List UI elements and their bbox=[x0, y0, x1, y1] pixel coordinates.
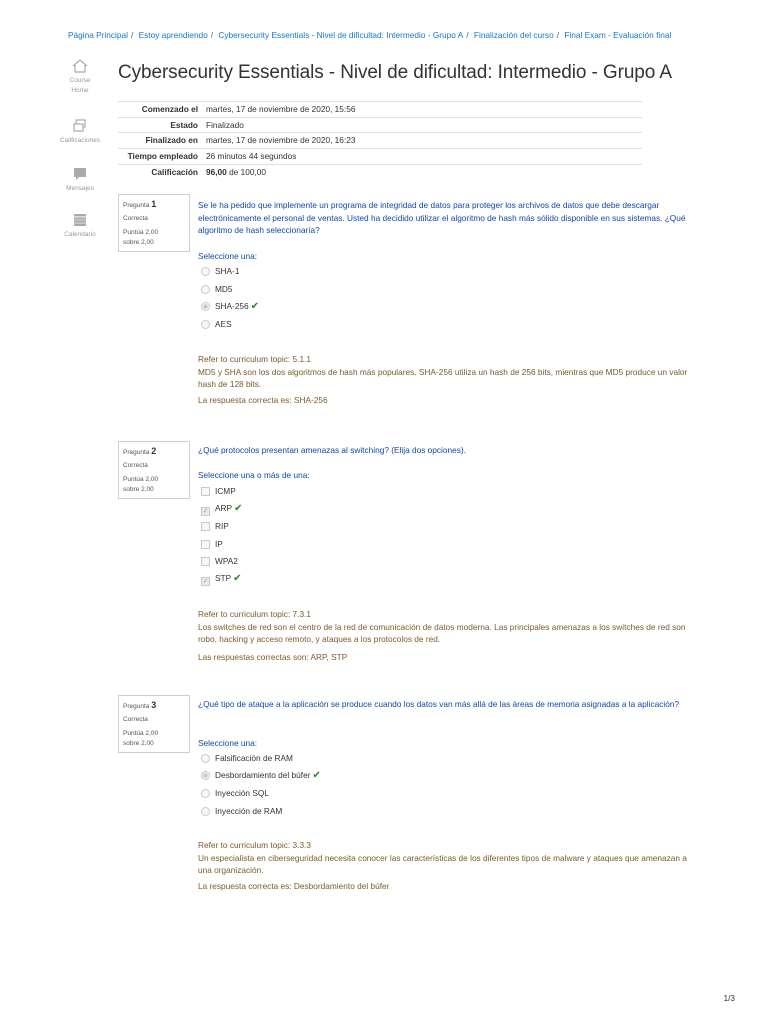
answer-option[interactable] bbox=[201, 573, 242, 586]
radio-button[interactable] bbox=[201, 754, 210, 763]
answer-option[interactable] bbox=[201, 770, 321, 781]
option-label: MD5 bbox=[215, 284, 233, 294]
summary-row bbox=[118, 133, 642, 149]
breadcrumb-section-link[interactable]: Finalización del curso bbox=[473, 30, 554, 40]
radio-button[interactable] bbox=[201, 320, 210, 329]
sidebar-item-course-home[interactable] bbox=[56, 58, 104, 96]
sidebar-item-messages[interactable] bbox=[56, 166, 104, 194]
checkbox[interactable] bbox=[201, 507, 210, 516]
answer-option[interactable] bbox=[201, 753, 293, 763]
question-number-value: 3 bbox=[151, 700, 157, 710]
option-label: AES bbox=[215, 319, 232, 329]
calendar-icon bbox=[71, 212, 89, 228]
checkbox[interactable] bbox=[201, 577, 210, 586]
question-points bbox=[123, 729, 185, 749]
home-icon bbox=[71, 58, 89, 74]
option-label: Inyección SQL bbox=[215, 788, 269, 798]
breadcrumb-home-link[interactable]: Página Principal bbox=[68, 30, 128, 40]
points-line: sobre 2,00 bbox=[123, 740, 154, 747]
answer-option[interactable] bbox=[201, 806, 282, 816]
summary-row bbox=[118, 102, 642, 118]
question-status: Correcta bbox=[123, 215, 148, 222]
radio-button[interactable] bbox=[201, 771, 210, 780]
summary-value: martes, 17 de noviembre de 2020, 15:56 bbox=[202, 102, 642, 118]
answer-option[interactable] bbox=[201, 788, 269, 798]
checkbox[interactable] bbox=[201, 540, 210, 549]
breadcrumb-course-link[interactable]: Cybersecurity Essentials - Nivel de dificultad: Intermedio - Grupo A bbox=[218, 30, 464, 40]
radio-button[interactable] bbox=[201, 285, 210, 294]
answer-option[interactable] bbox=[201, 539, 223, 549]
answer-prompt: Seleccione una: bbox=[198, 738, 258, 748]
feedback-block bbox=[198, 608, 688, 646]
feedback-topic: Refer to curriculum topic: 5.1.1 bbox=[198, 354, 311, 364]
grade-max: de 100,00 bbox=[226, 166, 266, 177]
correct-check-icon: ✔ bbox=[250, 301, 260, 312]
grade-value: 96,00 bbox=[206, 166, 227, 177]
sidebar-item-label: Calendario bbox=[64, 231, 96, 238]
option-label: SHA-256 bbox=[215, 301, 249, 311]
page-title: Cybersecurity Essentials - Nivel de dificultad: Intermedio - Grupo A bbox=[118, 62, 672, 83]
option-label: ARP bbox=[215, 503, 233, 513]
points-line: Puntúa 2,00 bbox=[123, 730, 159, 737]
feedback-text: Un especialista en ciberseguridad necesita conocer las características de los diferentes tipos de malware y ataques que amenazan a una organización. bbox=[198, 852, 687, 875]
question-number-label: Pregunta bbox=[123, 449, 150, 456]
points-line: Puntúa 2,00 bbox=[123, 229, 159, 236]
right-answer: La respuesta correcta es: Desbordamiento del búfer bbox=[198, 881, 390, 891]
feedback-block bbox=[198, 839, 688, 877]
correct-check-icon: ✔ bbox=[233, 573, 242, 584]
checkbox[interactable] bbox=[201, 522, 210, 531]
summary-key: Finalizado en bbox=[118, 133, 202, 149]
right-answer: La respuesta correcta es: SHA-256 bbox=[198, 395, 328, 405]
question-number-label: Pregunta bbox=[123, 202, 150, 209]
breadcrumb-exam-link[interactable]: Final Exam - Evaluación final bbox=[564, 30, 672, 40]
question-status: Correcta bbox=[123, 716, 148, 723]
summary-key: Tiempo empleado bbox=[118, 149, 202, 165]
summary-key: Calificación bbox=[118, 164, 202, 179]
answer-option[interactable] bbox=[201, 556, 238, 566]
points-line: sobre 2,00 bbox=[123, 486, 154, 493]
answer-option[interactable] bbox=[201, 521, 229, 531]
question-number bbox=[123, 199, 185, 209]
summary-key: Estado bbox=[118, 117, 202, 133]
radio-button[interactable] bbox=[201, 302, 210, 311]
option-label: IP bbox=[215, 539, 223, 549]
checkbox[interactable] bbox=[201, 557, 210, 566]
option-label: ICMP bbox=[215, 486, 236, 496]
answer-option[interactable] bbox=[201, 284, 233, 294]
feedback-topic: Refer to curriculum topic: 7.3.1 bbox=[198, 609, 311, 619]
breadcrumb-separator: / bbox=[130, 30, 134, 40]
breadcrumb-learning-link[interactable]: Estoy aprendiendo bbox=[138, 30, 208, 40]
attempt-summary-table bbox=[118, 101, 642, 180]
summary-row bbox=[118, 117, 642, 133]
summary-key: Comenzado el bbox=[118, 102, 202, 118]
question-number-value: 2 bbox=[151, 446, 157, 456]
feedback-text: Los switches de red son el centro de la red de comunicación de datos moderna. Las principales amenazas a los switches de red son robo, hacking y acceso remoto, y ataques a los protocolos de red. bbox=[198, 621, 686, 644]
radio-button[interactable] bbox=[201, 789, 210, 798]
messages-icon bbox=[71, 166, 89, 182]
points-line: sobre 2,00 bbox=[123, 239, 154, 246]
question-points bbox=[123, 475, 185, 495]
page-number: 1/3 bbox=[723, 993, 735, 1003]
option-label: Desbordamiento del búfer bbox=[215, 770, 311, 780]
question-info-box bbox=[118, 441, 190, 499]
feedback-topic: Refer to curriculum topic: 3.3.3 bbox=[198, 840, 311, 850]
grades-icon bbox=[71, 118, 89, 134]
summary-value: Finalizado bbox=[202, 117, 642, 133]
answer-option[interactable] bbox=[201, 486, 236, 496]
points-line: Puntúa 2,00 bbox=[123, 476, 159, 483]
checkbox[interactable] bbox=[201, 487, 210, 496]
summary-value bbox=[202, 164, 642, 179]
summary-value: martes, 17 de noviembre de 2020, 16:23 bbox=[202, 133, 642, 149]
option-label: RIP bbox=[215, 521, 229, 531]
summary-row bbox=[118, 164, 642, 179]
sidebar-item-label: Calificaciones bbox=[59, 137, 101, 144]
question-number-value: 1 bbox=[151, 199, 157, 209]
right-answer: Las respuestas correctas son: ARP, STP bbox=[198, 652, 348, 662]
answer-option[interactable] bbox=[201, 266, 239, 276]
answer-option[interactable] bbox=[201, 301, 259, 312]
question-text: Se le ha pedido que implemente un programa de integridad de datos para proteger los archivos de datos que debe descargar electrónicamente el personal de ventas. Usted ha decidido utilizar el algoritmo de hash más sólido disponible en sus sistemas. ¿Qué algoritmo de hash seleccionaría? bbox=[198, 200, 686, 235]
answer-prompt: Seleccione una: bbox=[198, 251, 258, 261]
question-text: ¿Qué protocolos presentan amenazas al switching? (Elija dos opciones). bbox=[198, 445, 466, 455]
option-label: WPA2 bbox=[215, 556, 238, 566]
radio-button[interactable] bbox=[201, 267, 210, 276]
option-label: Inyección de RAM bbox=[215, 806, 283, 816]
question-info-box bbox=[118, 194, 190, 252]
sidebar-item-grades[interactable] bbox=[56, 118, 104, 146]
question-status: Correcta bbox=[123, 462, 148, 469]
summary-row bbox=[118, 149, 642, 165]
correct-check-icon: ✔ bbox=[312, 770, 321, 781]
sidebar-item-label: Mensajes bbox=[66, 185, 94, 192]
answer-prompt: Seleccione una o más de una: bbox=[198, 470, 310, 480]
radio-button[interactable] bbox=[201, 807, 210, 816]
sidebar-item-calendar[interactable] bbox=[56, 212, 104, 240]
breadcrumb-separator: / bbox=[210, 30, 214, 40]
question-number bbox=[123, 446, 185, 456]
question-number bbox=[123, 700, 185, 710]
summary-value: 26 minutos 44 segundos bbox=[202, 149, 642, 165]
question-text: ¿Qué tipo de ataque a la aplicación se produce cuando los datos van más allá de las áreas de memoria asignadas a la aplicación? bbox=[198, 699, 680, 709]
question-points bbox=[123, 228, 185, 248]
question-info-box bbox=[118, 695, 190, 753]
option-label: SHA-1 bbox=[215, 266, 240, 276]
breadcrumb-separator: / bbox=[556, 30, 559, 40]
answer-option[interactable] bbox=[201, 319, 232, 329]
breadcrumb bbox=[68, 30, 671, 40]
feedback-block bbox=[198, 353, 688, 391]
breadcrumb-separator: / bbox=[466, 30, 469, 40]
option-label: Falsificación de RAM bbox=[215, 753, 293, 763]
answer-option[interactable] bbox=[201, 503, 242, 516]
correct-check-icon: ✔ bbox=[234, 503, 243, 514]
sidebar-item-label: Course Home bbox=[69, 77, 91, 94]
option-label: STP bbox=[215, 573, 232, 583]
question-number-label: Pregunta bbox=[123, 703, 150, 710]
feedback-text: MD5 y SHA son los dos algoritmos de hash más populares. SHA-256 utiliza un hash de 256 bits, mientras que MD5 produce un valor hash de 128 bits. bbox=[198, 366, 688, 389]
